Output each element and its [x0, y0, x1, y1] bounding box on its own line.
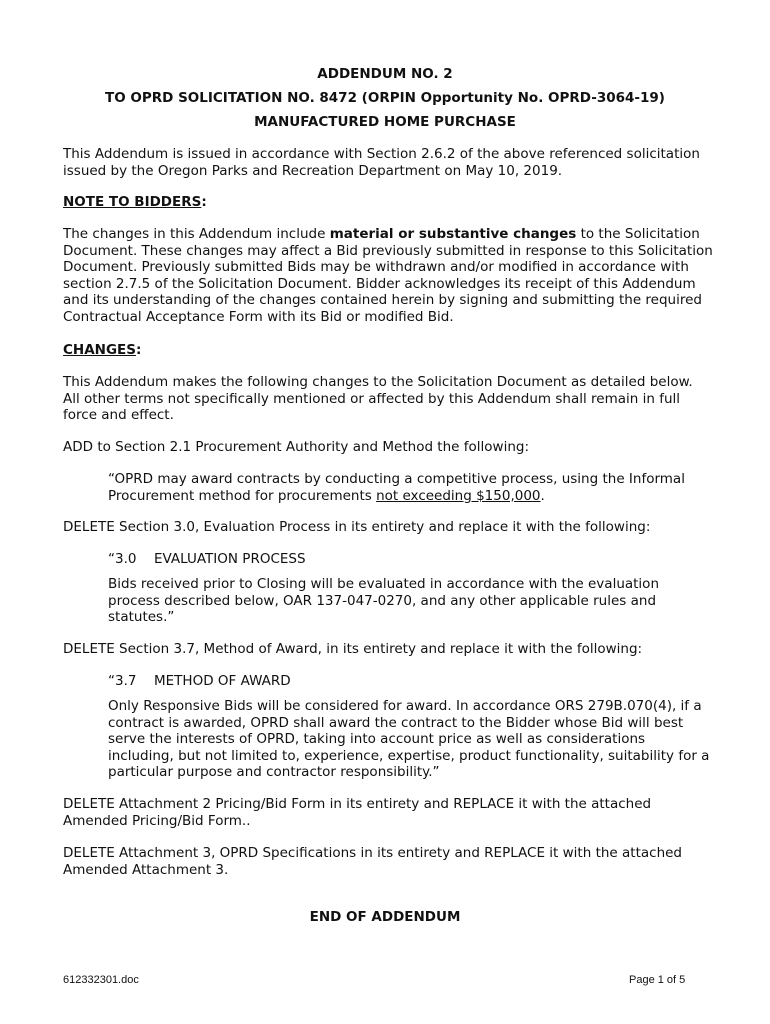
footer-filename: 612332301.doc [63, 974, 139, 986]
note-paragraph [63, 226, 713, 326]
note-label: NOTE TO BIDDERS [63, 194, 202, 210]
add-section-21: ADD to Section 2.1 Procurement Authority and Method the following: [63, 439, 529, 455]
section-37-title: METHOD OF AWARD [154, 673, 291, 689]
quote-section-21 [108, 471, 713, 504]
section-37-text: Only Responsive Bids will be considered for award. In accordance ORS 279B.070(4), if a contract is awarded, OPRD shall award the contract to the Bidder whose Bid will best serve the interests of OPRD, taking into account price as well as considerations including, but not limited to, experience, expertise, product functionality, suitability for a particular purpose and contractor responsibility.” [108, 698, 710, 781]
changes-colon: : [135, 342, 142, 358]
quote-21-before: “OPRD may award contracts by conducting a competitive process, using the Informal Procurement method for procurements [108, 471, 685, 504]
footer-page-number: Page 1 of 5 [629, 974, 686, 986]
changes-label: CHANGES [63, 342, 136, 358]
delete-section-30: DELETE Section 3.0, Evaluation Process in its entirety and replace it with the following: [63, 519, 651, 535]
note-heading [63, 194, 713, 211]
delete-attachment-3: DELETE Attachment 3, OPRD Specifications in its entirety and REPLACE it with the attached Amended Attachment 3. [63, 845, 683, 878]
title-purchase: MANUFACTURED HOME PURCHASE [254, 114, 516, 130]
title-solicitation: TO OPRD SOLICITATION NO. 8472 (ORPIN Opportunity No. OPRD-3064-19) [105, 90, 665, 106]
quote-21-underline: not exceeding $150,000 [376, 487, 541, 504]
note-colon: : [201, 194, 207, 210]
section-30-heading [108, 551, 713, 568]
end-of-addendum: END OF ADDENDUM [309, 909, 461, 925]
delete-section-37: DELETE Section 3.7, Method of Award, in its entirety and replace it with the following: [63, 641, 643, 657]
section-30-text: Bids received prior to Closing will be evaluated in accordance with the evaluation process described below, OAR 137-047-0270, and any other applicable rules and statutes.” [108, 576, 660, 626]
quote-21-after: . [540, 487, 545, 504]
title-addendum: ADDENDUM NO. 2 [317, 66, 453, 82]
note-text-after: to the Solicitation Document. These changes may affect a Bid previously submitted in response to this Solicitation Document. Previously submitted Bids may be withdrawn and/or modified in accordance with section 2.7.5 of the Solicitation Document. Bidder acknowledges its receipt of this Addendum and its understanding of the changes contained herein by signing and submitting the required Contractual Acceptance Form with its Bid or modified Bid. [63, 226, 713, 325]
changes-heading [63, 342, 713, 359]
note-text-bold: material or substantive changes [329, 226, 577, 242]
changes-intro: This Addendum makes the following changes to the Solicitation Document as detailed below. All other terms not specifically mentioned or affected by this Addendum shall remain in full force and effect. [63, 374, 693, 424]
section-30-number: “3.0 [108, 551, 137, 567]
section-37-number: “3.7 [108, 673, 137, 689]
intro-paragraph: This Addendum is issued in accordance with Section 2.6.2 of the above referenced solicitation issued by the Oregon Parks and Recreation Department on May 10, 2019. [63, 146, 700, 179]
section-30-title: EVALUATION PROCESS [154, 551, 306, 567]
section-37-heading [108, 673, 713, 690]
note-text-before: The changes in this Addendum include [63, 226, 330, 242]
delete-attachment-2: DELETE Attachment 2 Pricing/Bid Form in its entirety and REPLACE it with the attached Amended Pricing/Bid Form.. [63, 796, 652, 829]
